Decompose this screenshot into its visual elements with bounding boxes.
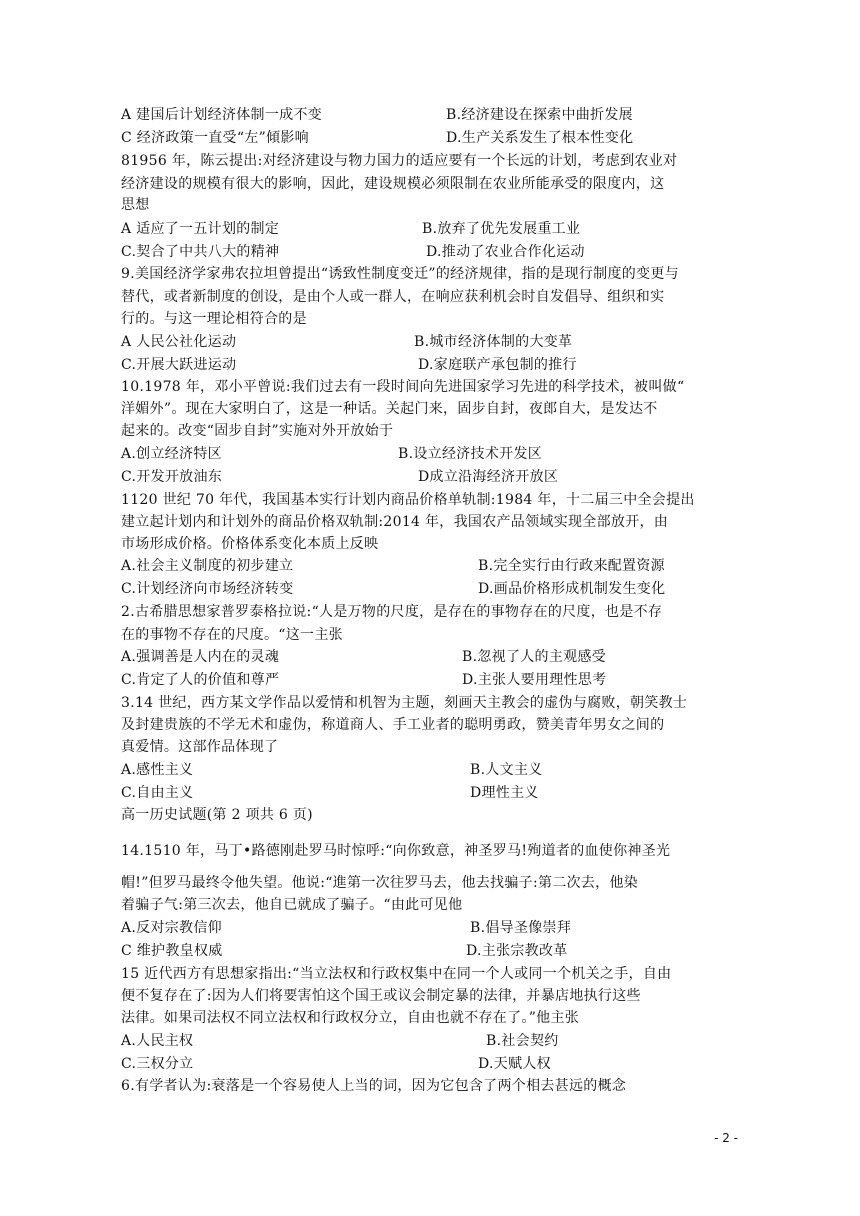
q12-option-b: B.忽视了人的主观感受 xyxy=(462,649,607,665)
q12-stem-line: 2.古希腊思想家普罗泰格拉说:“人是万物的尺度，是存在的事物存在的尺度，也是不存 xyxy=(121,604,663,620)
q13-stem-line: 及封建贵族的不学无术和虚伪，称道商人、手工业者的聪明勇政，赞美青年男女之间的 xyxy=(121,717,665,733)
q11-option-d: D.画品价格形成机制发生变化 xyxy=(478,581,666,597)
q13-option-b: B.人文主义 xyxy=(470,762,543,778)
q12-stem-line: 在的事物不存在的尺度。“这一主张 xyxy=(121,627,343,643)
q9-stem-line: 行的。与这一理论相符合的是 xyxy=(121,311,307,327)
q11-option-c: C.计划经济向市场经济转变 xyxy=(121,581,294,597)
q14-option-a: A.反对宗教信仰 xyxy=(121,920,222,936)
q10-option-b: B.设立经济技术开发区 xyxy=(398,446,543,462)
q8-option-a: A 适应了一五计划的制定 xyxy=(121,221,280,237)
q12-option-d: D.主张人要用理性思考 xyxy=(462,672,607,688)
q7-option-a: A 建国后计划经济体制一成不变 xyxy=(121,107,323,123)
q13-option-d: D理性主义 xyxy=(470,785,539,801)
q11-stem-line: 1120 世纪 70 年代，我国基本实行计划内商品价格单轨制:1984 年，十二届三中全会提出 xyxy=(121,492,695,508)
q14-option-b: B.倡导圣像崇拜 xyxy=(470,920,572,936)
q15-stem-line: 便不复存在了:因为人们将要害怕这个国王或议会制定暴的法律，并暴店地执行这些 xyxy=(121,988,641,1004)
q11-option-a: A.社会主义制度的初步建立 xyxy=(121,558,294,574)
q10-stem-line: 起来的。改变“固步自封”实施对外开放始于 xyxy=(121,423,394,439)
q14-option-d: D.主张宗教改革 xyxy=(466,943,568,959)
q8-stem-line: 经济建设的规模有很大的影响，因此，建设规模必须限制在农业所能承受的限度内，这 xyxy=(121,176,665,192)
q13-stem-line: 3.14 世纪，西方某文学作品以爱情和机智为主题，刻画天主教会的虚伪与腐败，朝笑教士 xyxy=(121,695,688,711)
page-number: - 2 - xyxy=(714,1131,738,1145)
q15-stem-line: 15 近代西方有思想家指出:“当立法权和行政权集中在同一个人或同一个机关之手，自由 xyxy=(121,966,672,982)
q14-option-c: C 维护教皇权威 xyxy=(121,943,223,959)
q15-option-c: C.三权分立 xyxy=(121,1056,194,1072)
q11-option-b: B.完全实行由行政来配置资源 xyxy=(478,558,665,574)
q15-option-d: D.天赋人权 xyxy=(478,1056,551,1072)
q8-stem-line: 思想 xyxy=(121,197,150,213)
q16-stem-line: 6.有学者认为:衰落是一个容易使人上当的词，因为它包含了两个相去甚远的概念 xyxy=(121,1078,627,1094)
q10-option-c: C.开发开放油东 xyxy=(121,469,223,485)
q15-option-a: A.人民主权 xyxy=(121,1033,194,1049)
q15-option-b: B.社会契约 xyxy=(486,1033,559,1049)
q13-option-a: A.感性主义 xyxy=(121,762,194,778)
q12-option-c: C.肯定了人的价值和尊严 xyxy=(121,672,280,688)
q14-stem-line: 帽!”但罗马最终令他失望。他说:“進第一次往罗马去，他去找骗子:第二次去，他染 xyxy=(121,875,639,891)
q11-stem-line: 建立起计划内和计划外的商品价格双轨制:2014 年，我国农产品领域实现全部放开，由 xyxy=(121,514,669,530)
q7-option-b: B.经济建设在探索中曲折发展 xyxy=(446,107,633,123)
q9-option-b: B.城市经济体制的大变革 xyxy=(414,334,573,350)
q9-option-a: A 人民公社化运动 xyxy=(121,334,237,350)
q8-option-b: B.放弃了优先发展重工业 xyxy=(422,221,581,237)
q9-stem-line: 9.美国经济学家弗农拉坦曾提出“诱致性制度变迁”的经济规律，指的是现行制度的变更与 xyxy=(121,266,679,282)
q9-option-d: D.家庭联产承包制的推行 xyxy=(418,357,577,373)
q9-option-c: C.开展大跃进运动 xyxy=(121,357,237,373)
q12-option-a: A.强调善是人内在的灵魂 xyxy=(121,649,280,665)
footer-title: 高一历史试题(第 2 项共 6 页) xyxy=(121,807,313,823)
q15-stem-line: 法律。如果司法权不同立法权和行政权分立，自由也就不存在了。”他主张 xyxy=(121,1010,580,1026)
q8-option-c: C.契合了中共八大的精神 xyxy=(121,244,280,260)
q11-stem-line: 市场形成价格。价格体系变化本质上反映 xyxy=(121,536,379,552)
q7-option-c: C 经济政策一直受“左”傾影响 xyxy=(121,130,309,146)
q14-stem-line: 14.1510 年，马丁•路德刚赴罗马时惊呼:“向你致意，神圣罗马!殉道者的血使你神圣光 xyxy=(121,843,671,859)
q10-stem-line: 洋媚外”。现在大家明白了，这是一种话。关起门来，固步自封，夜郎自大，是发达不 xyxy=(121,401,658,417)
q8-stem-line: 81956 年，陈云提出:对经济建设与物力国力的适应要有一个长远的计划，考虑到农业对 xyxy=(121,153,678,169)
q10-stem-line: 10.1978 年，邓小平曾说:我们过去有一段时间向先进国家学习先进的科学技术，被叫做“ xyxy=(121,379,685,395)
q13-stem-line: 真爱情。这部作品体现了 xyxy=(121,739,279,755)
q10-option-d: D成立沿海经济开放区 xyxy=(418,469,559,485)
q13-option-c: C.自由主义 xyxy=(121,785,194,801)
q10-option-a: A.创立经济特区 xyxy=(121,446,222,462)
q8-option-d: D.推动了农业合作化运动 xyxy=(426,244,585,260)
q14-stem-line: 着骗子气:第三次去，他自已就成了骗子。“由此可见他 xyxy=(121,897,463,913)
q7-option-d: D.生产关系发生了根本性变化 xyxy=(446,130,634,146)
q9-stem-line: 替代，或者新制度的创设，是由个人或一群人，在响应获利机会时自发倡导、组织和实 xyxy=(121,289,665,305)
